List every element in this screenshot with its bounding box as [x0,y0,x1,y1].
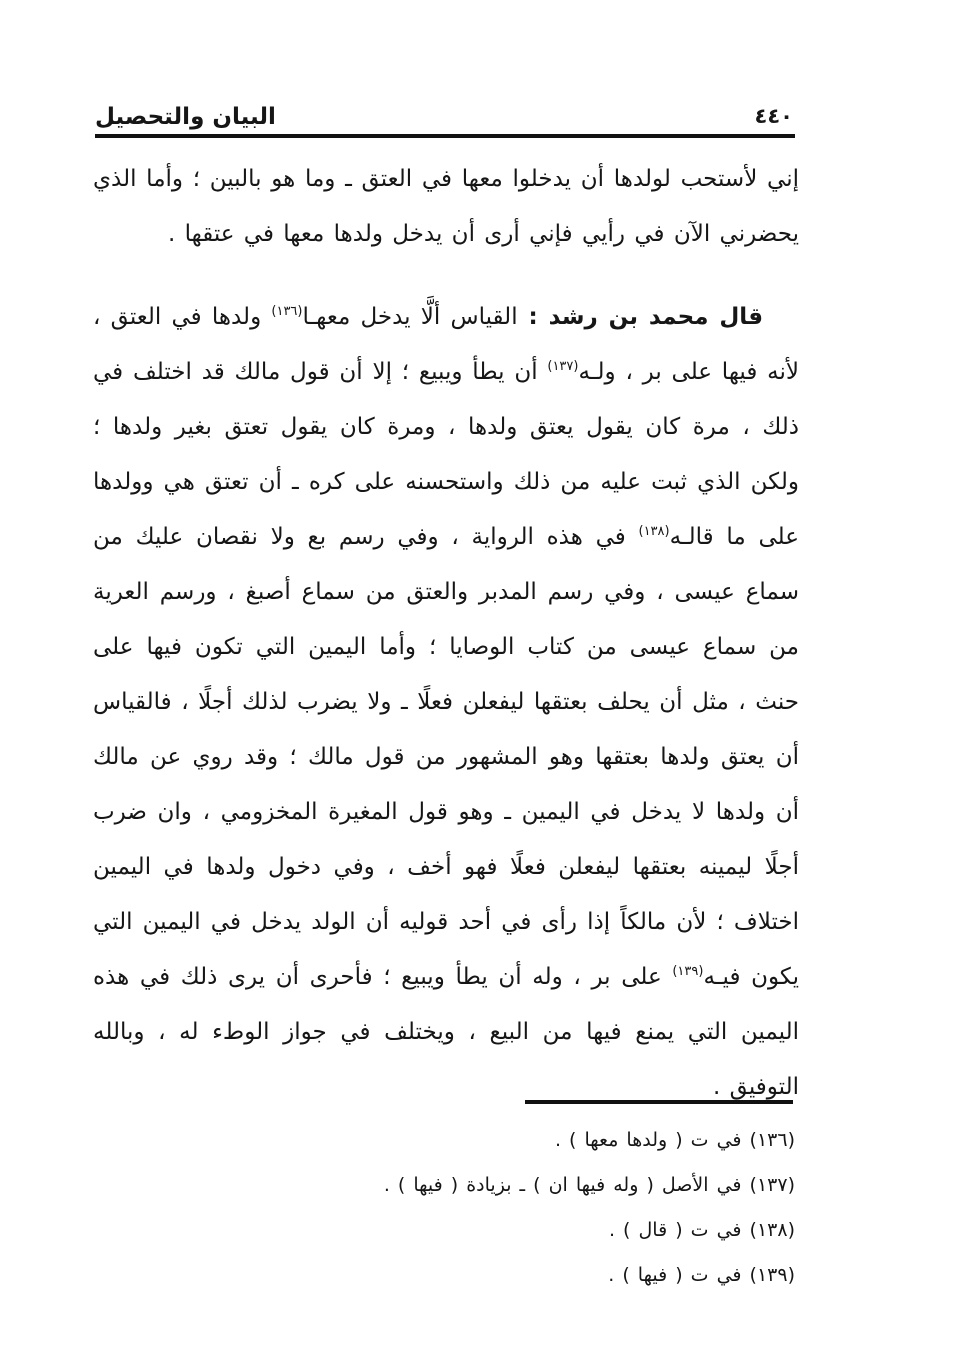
speaker-intro: قال محمد بن رشد : [517,304,763,330]
footnote-ref-138: (١٣٨) [638,524,670,539]
page-header [95,88,795,136]
footnotes-section [93,1100,795,1298]
commentary-text: ولدها في العتق ، لأنه فيها على بر ، ولـه [93,304,799,385]
footnote-137: (١٣٧) في الأصل ( وله فيها ان ) ـ بزيادة ( فيها ) . [383,1174,795,1196]
commentary-text: القياس ألَّا يدخل معهـا [302,304,518,330]
header-rule [95,134,795,138]
footnote-separator [525,1100,793,1104]
footnote-ref-137: (١٣٧) [547,359,579,374]
footnote-139: (١٣٩) في ت ( فيها ) . [608,1264,795,1286]
paragraph-continuation [93,152,799,262]
footnote-136: (١٣٦) في ت ( ولدها معها ) . [554,1129,795,1151]
footnote-ref-136: (١٣٦) [271,304,303,319]
commentary-text: أن يطأ ويبيع ؛ إلا أن قول مالك قد اختلف في ذلك ، مرة كان يقول يعتق ولدها ، ومرة كان يقول تعتق بغير ولدها ؛ ولكن الذي ثبت عليه من ذلك واستحسنه على كره ـ أن تعتق هي وولدها على ما قالـه [93,359,799,550]
main-text [93,152,799,1115]
footnote-ref-139: (١٣٩) [672,964,704,979]
commentary-text: على بر ، وله أن يطأ ويبيع ؛ فأحرى أن يرى ذلك في هذه اليمين التي يمنع فيها من البيع ، ويختلف في جواز الوطء له ، وبالله التوفيق . [93,964,799,1100]
footnote-138: (١٣٨) في ت ( قال ) . [608,1219,795,1241]
book-title: البيان والتحصيل [95,104,276,130]
page-number: ٤٤٠ [754,104,793,128]
commentary-text: في هذه الرواية ، وفي رسم بع ولا نقصان عليك من سماع عيسى ، وفي رسم المدبر والعتق من سماع أصبغ ، ورسم العرية من سماع عيسى من كتاب الوصايا ؛ وأما اليمين التي تكون فيها على حنث ، مثل أن يحلف بعتقها ليفعلن فعلًا ـ ولا يضرب لذلك أجلًا ، فالقياس أن يعتق ولدها بعتقها وهو المشهور من قول مالك ؛ وقد روي عن مالك أن ولدها لا يدخل في اليمين ـ وهو قول المغيرة المخزومي ، وان ضرب أجلًا ليمينه بعتقها ليفعلن فعلًا فهو أخف ، وفي دخول ولدها في اليمين اختلاف ؛ لأن مالكاً إذا رأى في أحد قوليه أن الولد يدخل في اليمين التي يكون فيـه [93,524,799,990]
paragraph-1-text: إني لأستحب لولدها أن يدخلوا معها في العتق ـ وما هو بالبين ؛ وأما الذي يحضرني الآن في رأيي فإني أرى أن يدخل ولدها معها في عتقها . [93,166,799,247]
paragraph-commentary [93,290,799,1115]
